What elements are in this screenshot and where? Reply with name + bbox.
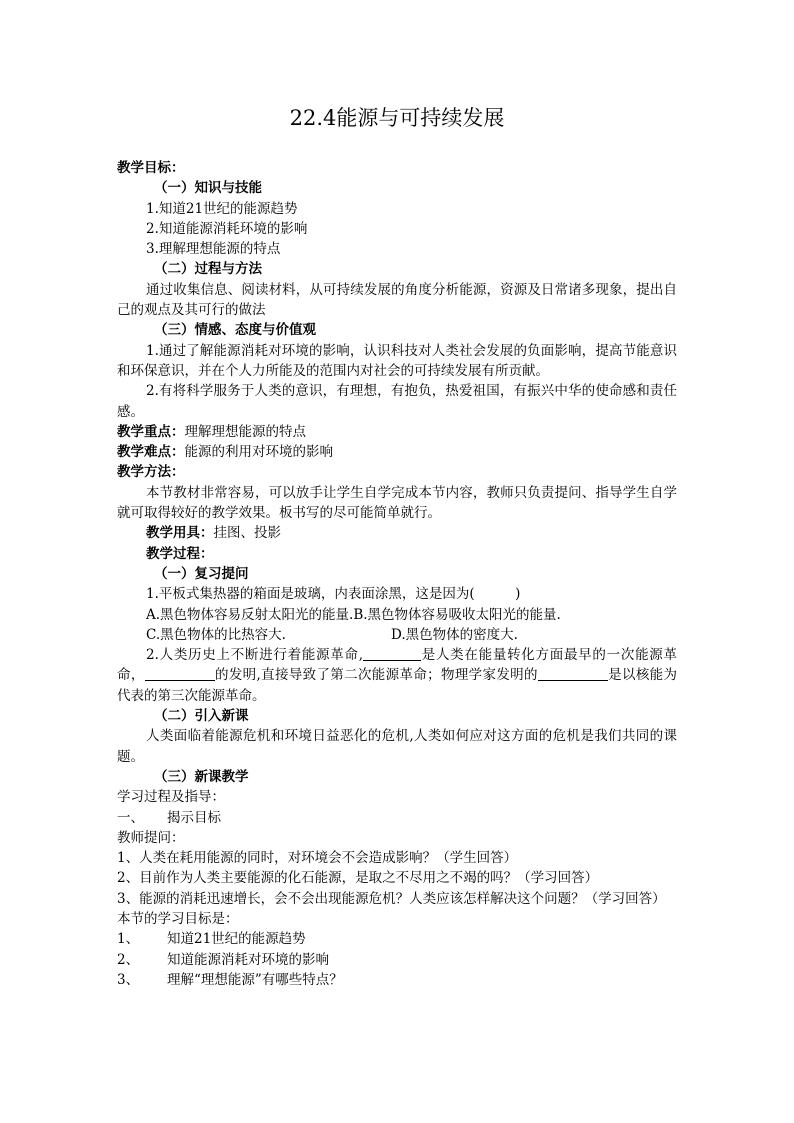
process-label: 教学过程： [146, 545, 214, 562]
attitude-item: 2.有将科学服务于人类的意识，有理想，有抱负，热爱祖国，有振兴中华的使命感和责任感。 [117, 383, 677, 420]
document-body [117, 158, 677, 990]
goal-text: 知道21世纪的能源趋势 [167, 931, 306, 948]
guide-section-num: 一、 [117, 809, 144, 826]
teacher-question: 3、能源的消耗迅速增长，会不会出现能源危机？人类应该怎样解决这个问题？（学习回答） [117, 890, 666, 907]
intro-text: 人类面临着能源危机和环境日益恶化的危机,人类如何应对这方面的危机是我们共同的课题。 [117, 728, 677, 765]
method-text: 本节教材非常容易，可以放手让学生自学完成本节内容，教师只负责提问、指导学生自学就可取得较好的教学效果。板书写的尽可能简单就行。 [117, 484, 677, 522]
tools [117, 523, 677, 543]
key-point-label: 教学重点： [117, 423, 185, 440]
question-2-part: 2.人类历史上不断进行着能源革命, [146, 647, 364, 664]
question-2-part: 是人类在能量转化方面最早的一次能源革命， [117, 647, 678, 684]
knowledge-item: 2.知道能源消耗环境的影响 [146, 220, 308, 237]
option-d: D.黑色物体的密度大. [391, 626, 518, 643]
question-2-part: 的发明,直接导致了第二次能源革命；物理学家发明的 [214, 667, 538, 684]
goal-num: 3、 [117, 971, 140, 988]
section-knowledge-title: （一）知识与技能 [154, 180, 262, 197]
document-title: 22.4能源与可持续发展 [289, 106, 505, 130]
process-method-text: 通过收集信息、阅读材料，从可持续发展的角度分析能源，资源及日常诸多现象，提出自己的观点及其可行的做法 [117, 281, 677, 319]
difficult-point-label: 教学难点： [117, 444, 185, 461]
guide-heading: 学习过程及指导： [117, 789, 225, 806]
guide-section [117, 808, 677, 828]
goal-item [117, 970, 677, 990]
teacher-question: 1、人类在耗用能源的同时，对环境会不会造成影响？（学生回答） [117, 850, 518, 867]
objectives-heading: 教学目标： [117, 160, 185, 176]
knowledge-item: 3.理解理想能源的特点 [146, 241, 281, 258]
new-lesson-title: （三）新课教学 [154, 768, 249, 785]
question-2 [117, 645, 677, 706]
goal-text: 知道能源消耗对环境的影响 [167, 951, 329, 968]
review-title: （一）复习提问 [154, 565, 249, 582]
method-label: 教学方法： [117, 464, 185, 481]
goal-item [117, 950, 677, 970]
goal-item [117, 929, 677, 949]
knowledge-item: 1.知道21世纪的能源趋势 [146, 200, 298, 217]
goal-text: 理解“理想能源”有哪些特点？ [167, 971, 343, 988]
question-2-part: 是以核能为代表的第三次能源革命。 [117, 667, 678, 704]
key-point [117, 422, 677, 442]
intro-title: （二）引入新课 [154, 708, 249, 725]
teacher-question-label: 教师提问： [117, 829, 185, 846]
difficult-point-text: 能源的利用对环境的影响 [184, 444, 333, 461]
goals-heading: 本节的学习目标是： [117, 910, 239, 927]
answer-blank[interactable] [145, 666, 215, 681]
question-1-options-cd [117, 625, 677, 645]
key-point-text: 理解理想能源的特点 [184, 423, 306, 440]
tools-label: 教学用具： [146, 525, 214, 542]
section-process-title: （二）过程与方法 [154, 261, 262, 278]
goal-num: 2、 [117, 951, 140, 968]
attitude-item: 1.通过了解能源消耗对环境的影响，认识科技对人类社会发展的负面影响，提高节能意识和环保意识，并在个人力所能及的范围内对社会的可持续发展有所贡献。 [117, 342, 677, 379]
answer-blank[interactable] [363, 646, 421, 661]
option-c: C.黑色物体的比热容大. [146, 626, 286, 643]
section-attitude-title: （三）情感、态度与价值观 [154, 322, 316, 339]
goal-num: 1、 [117, 931, 140, 948]
guide-section-title: 揭示目标 [167, 809, 221, 826]
question-1-options-ab: A.黑色物体容易反射太阳光的能量.B.黑色物体容易吸收太阳光的能量. [146, 606, 561, 623]
difficult-point [117, 442, 677, 462]
answer-blank[interactable] [538, 666, 608, 681]
teacher-question: 2、目前作为人类主要能源的化石能源，是取之不尽用之不竭的吗？（学习回答） [117, 870, 599, 887]
tools-text: 挂图、投影 [213, 525, 281, 542]
question-1: 1.平板式集热器的箱面是玻璃，内表面涂黑，这是因为( ) [146, 586, 521, 603]
